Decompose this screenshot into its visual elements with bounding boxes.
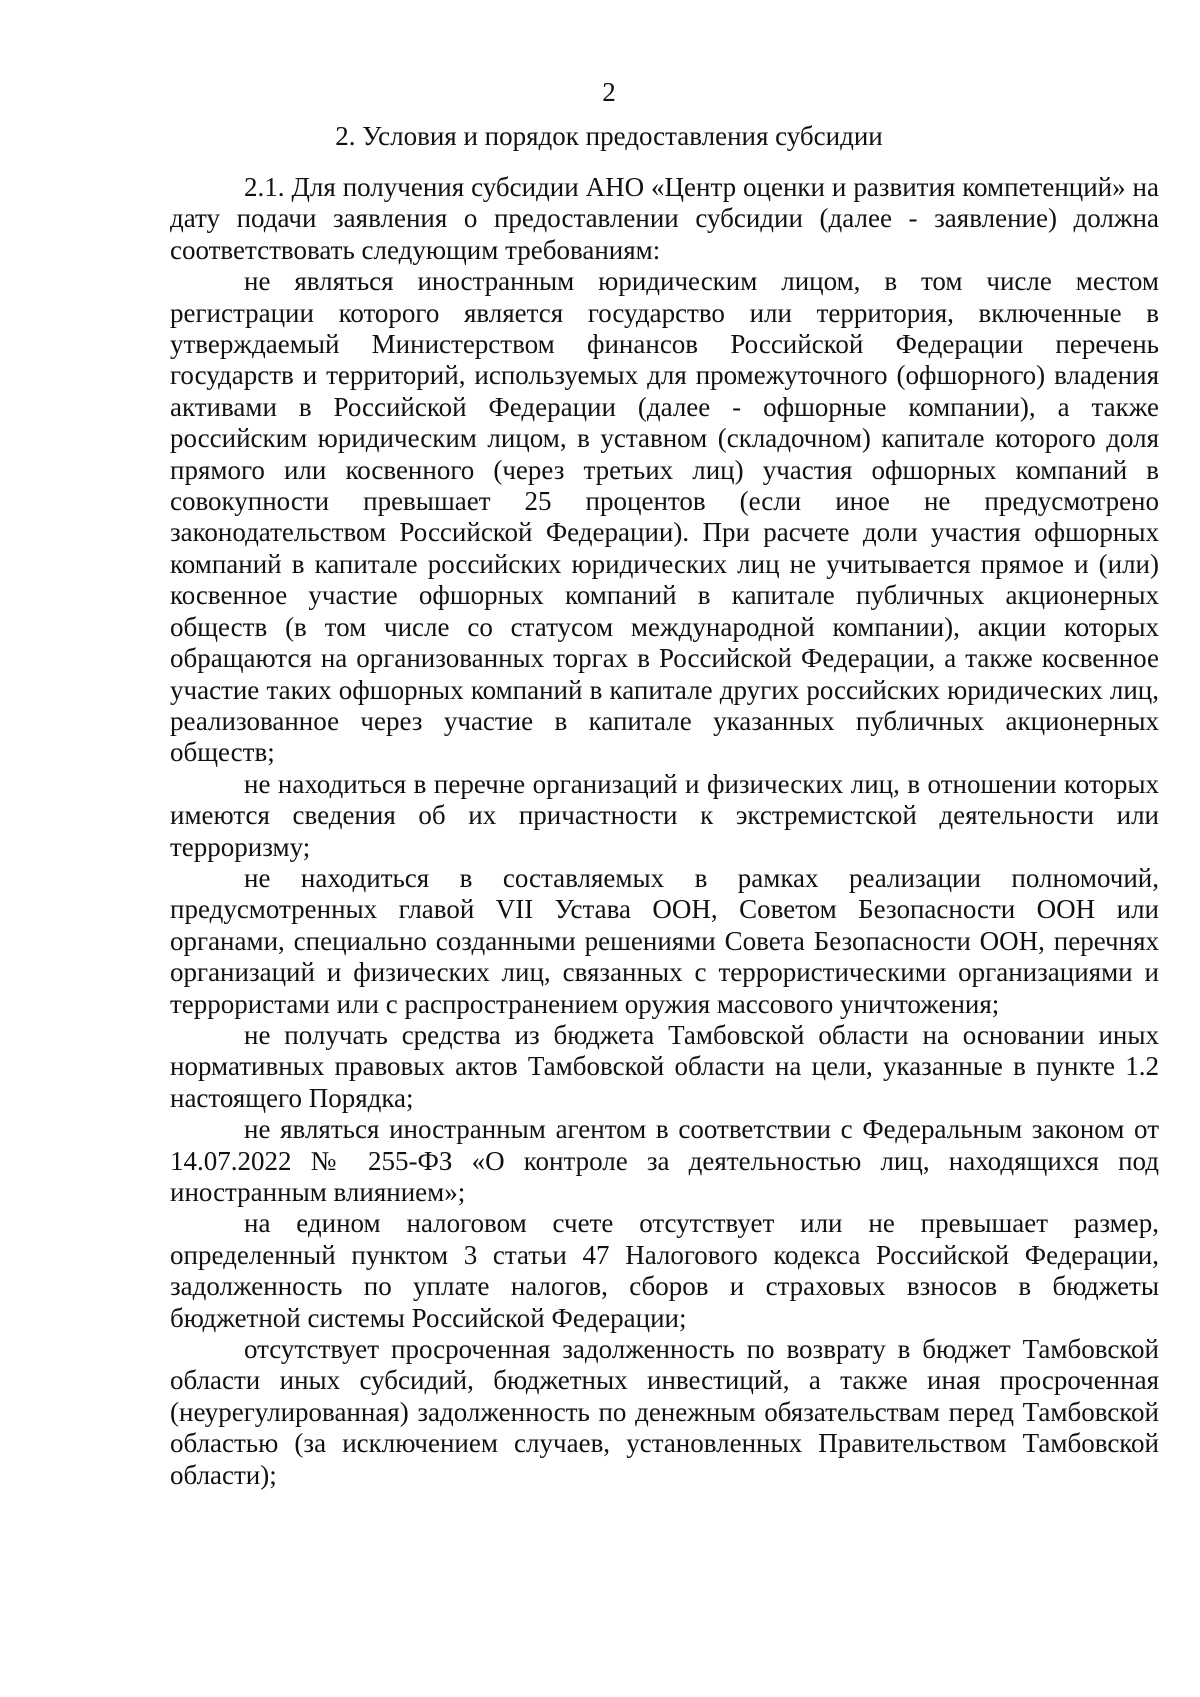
paragraph-no-other-funds: не получать средства из бюджета Тамбовской области на основании иных нормативных правовых актов Тамбовской области на цели, указанные в пункте 1.2 настоящего Порядка; [170,1019,1159,1113]
paragraph-offshore-requirement: не являться иностранным юридическим лицом, в том числе местом регистрации которого является государство или территория, включенные в утверждаемый Министерством финансов Российской Федерации перечень государств и территорий, используемых для промежуточного (офшорного) владения активами в Российской Федерации (далее - офшорные компании), а также российским юридическим лицом, в уставном (складочном) капитале которого доля прямого или косвенного (через третьих лиц) участия офшорных компаний в совокупности превышает 25 процентов (если иное не предусмотрено законодательством Российской Федерации). При расчете доли участия офшорных компаний в капитале российских юридических лиц не учитывается прямое и (или) косвенное участие офшорных компаний в капитале публичных акционерных обществ (в том числе со статусом международной компании), акции которых обращаются на организованных торгах в Российской Федерации, а также косвенное участие таких офшорных компаний в капитале других российских юридических лиц, реализованное через участие в капитале указанных публичных акционерных обществ; [170,266,1159,768]
document-body [170,172,1159,1491]
paragraph-2-1-intro: 2.1. Для получения субсидии АНО «Центр оценки и развития компетенций» на дату подачи заявления о предоставлении субсидии (далее - заявление) должна соответствовать следующим требованиям: [170,172,1159,265]
paragraph-tax-debt: на едином налоговом счете отсутствует или не превышает размер, определенный пунктом 3 статьи 47 Налогового кодекса Российской Федерации, задолженность по уплате налогов, сборов и страховых взносов в бюджеты бюджетной системы Российской Федерации; [170,1208,1159,1333]
paragraph-overdue-debt: отсутствует просроченная задолженность по возврату в бюджет Тамбовской области иных субсидий, бюджетных инвестиций, а также иная просроченная (неурегулированная) задолженность по денежным обязательствам перед Тамбовской областью (за исключением случаев, установленных Правительством Тамбовской области); [170,1334,1159,1490]
paragraph-extremism-list: не находиться в перечне организаций и физических лиц, в отношении которых имеются сведения об их причастности к экстремистской деятельности или терроризму; [170,768,1159,862]
paragraph-foreign-agent: не являться иностранным агентом в соответствии с Федеральным законом от 14.07.2022 № 255-ФЗ «О контроле за деятельностью лиц, находящихся под иностранным влиянием»; [170,1114,1159,1207]
page-number: 2 [602,77,616,107]
paragraph-un-sanctions-list: не находиться в составляемых в рамках реализации полномочий, предусмотренных главой VII Устава ООН, Советом Безопасности ООН или органами, специально созданными решениями Совета Безопасности ООН, перечнях организаций и физических лиц, связанных с террористическими организациями и террористами или с распространением оружия массового уничтожения; [170,862,1159,1019]
section-title: 2. Условия и порядок предоставления субсидии [335,121,883,151]
